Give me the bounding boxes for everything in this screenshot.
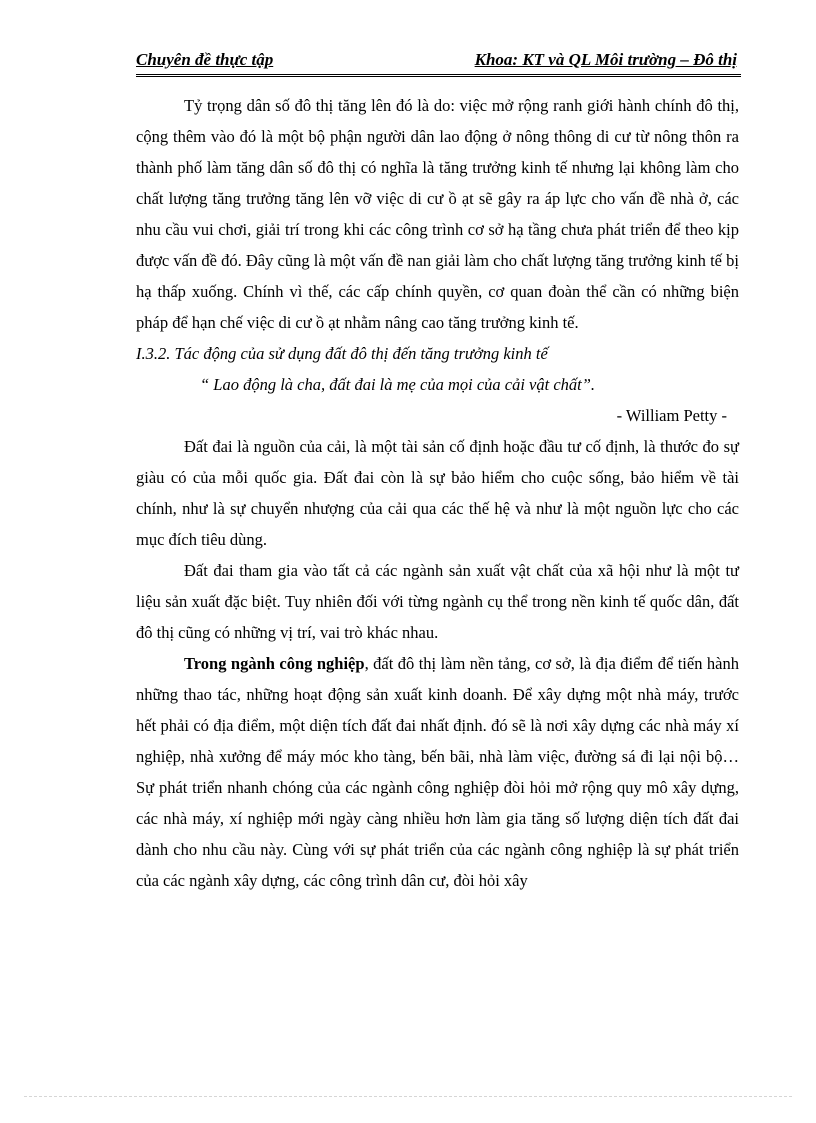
paragraph-industry xyxy=(136,648,739,896)
document-body xyxy=(136,90,739,896)
quote-author: - William Petty - xyxy=(616,406,727,425)
paragraph-urban-population: Tỷ trọng dân số đô thị tăng lên đó là do: việc mở rộng ranh giới hành chính đô thị, cộng thêm vào đó là một bộ phận người dân lao động ở nông thông di cư từ nông thôn ra thành phố làm tăng dân số đô thị có nghĩa là tăng trưởng kinh tế nhưng lại không làm cho chất lượng tăng trưởng tăng lên vỡ việc di cư ồ ạt sẽ gây ra áp lực cho vấn đề nhà ở, các nhu cầu vui chơi, giải trí trong khi các công trình cơ sở hạ tầng chưa phát triển để theo kịp được vấn đề đó. Đây cũng là một vấn đề nan giải làm cho chất lượng tăng trưởng kinh tế bị hạ thấp xuống. Chính vì thế, các cấp chính quyền, cơ quan đoàn thể cần có những biện pháp để hạn chế việc di cư ồ ạt nhằm nâng cao tăng trưởng kinh tế. xyxy=(136,96,739,332)
header-left-title: Chuyên đề thực tập xyxy=(136,50,274,69)
industry-text: , đất đô thị làm nền tảng, cơ sở, là địa điểm để tiến hành những thao tác, những hoạt động sản xuất kinh doanh. Để xây dựng một nhà máy, trước hết phải có địa điểm, một diện tích đất đai nhất định. đó sẽ là nơi xây dựng các nhà máy xí nghiệp, nhà xưởng để máy móc kho tàng, bến bãi, nhà làm việc, đường sá đi lại nội bộ…Sự phát triển nhanh chóng của các ngành công nghiệp đòi hỏi mở rộng quy mô xây dựng, các nhà máy, xí nghiệp mới ngày càng nhiều hơn làm gia tăng số lượng diện tích đất đai dành cho nhu cầu này. Cùng với sự phát triển của các ngành công nghiệp là sự phát triển của các ngành xây dựng, các công trình dân cư, đòi hỏi xây xyxy=(136,654,739,890)
quote: “ Lao động là cha, đất đai là mẹ của mọi của cải vật chất”. xyxy=(200,375,596,394)
section-heading: I.3.2. Tác động của sử dụng đất đô thị đến tăng trưởng kinh tế xyxy=(136,344,548,363)
industry-lead: Trong ngành công nghiệp xyxy=(184,654,365,673)
footer-divider xyxy=(24,1096,792,1097)
paragraph-land-wealth: Đất đai là nguồn của cải, là một tài sản cố định hoặc đầu tư cố định, là thước đo sự giàu có của mỗi quốc gia. Đất đai còn là sự bảo hiểm cho cuộc sống, bảo hiểm về tài chính, như là sự chuyển nhượng của cải qua các thế hệ và như là một nguồn lực cho các mục đích tiêu dùng. xyxy=(136,437,739,549)
header-right-title: Khoa: KT và QL Môi trường – Đô thị xyxy=(474,50,737,69)
paragraph-land-production: Đất đai tham gia vào tất cả các ngành sản xuất vật chất của xã hội như là một tư liệu sản xuất đặc biệt. Tuy nhiên đối với từng ngành cụ thể trong nền kinh tế quốc dân, đất đô thị cũng có những vị trí, vai trò khác nhau. xyxy=(136,561,739,642)
page-header xyxy=(136,48,741,77)
